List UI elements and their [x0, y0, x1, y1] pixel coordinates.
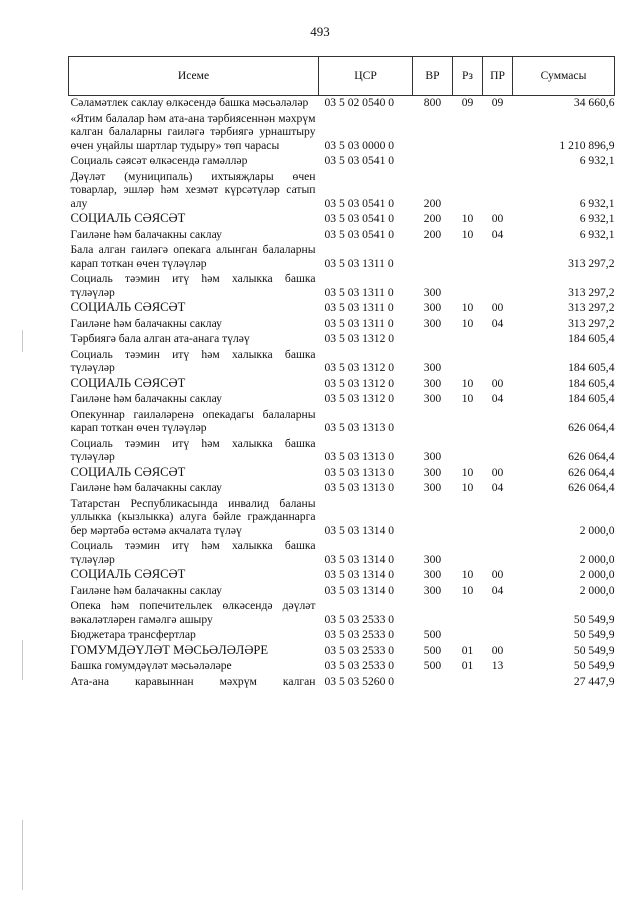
cell-sum: 626 064,4	[568, 465, 615, 479]
cell-rz	[453, 348, 483, 377]
header-sum: Суммасы	[513, 57, 615, 96]
cell-sum: 6 932,1	[579, 212, 615, 225]
cell-name: Бюджетара трансфертлар	[70, 628, 196, 641]
cell-vr	[413, 332, 453, 348]
cell-csr: 03 5 03 1314 0	[324, 552, 395, 566]
cell-csr: 03 5 02 0540 0	[324, 96, 395, 109]
cell-vr: 500	[423, 659, 442, 672]
cell-sum: 2 000,0	[579, 583, 615, 597]
cell-vr: 300	[423, 301, 442, 314]
cell-rz: 10	[461, 392, 474, 405]
cell-pr	[483, 348, 513, 377]
cell-rz	[453, 675, 483, 691]
cell-csr: 03 5 03 1313 0	[324, 481, 395, 494]
cell-name: ГОМУМДӘҮЛӘТ МӘСЬӘЛӘЛӘРЕ	[70, 642, 269, 657]
cell-name: Тәрбиягә бала алган ата-анага түләү	[70, 332, 250, 345]
cell-rz: 01	[461, 643, 474, 657]
table-row	[69, 644, 615, 660]
cell-name: Башка гомумдәүләт мәсьәләләре	[70, 659, 232, 672]
cell-name: Татарстан Республикасында инвалид баланы уллыкка (кызлыкка) алуга бәйле гражданнарга бер мәртәбә өстәмә акчалата түләү	[70, 496, 316, 537]
cell-sum: 2 000,0	[579, 552, 615, 566]
cell-name: «Ятим балалар һәм ата-ана тәрбиясеннән мәхрүм калган балаларны гаиләгә тәрбиягә урнаштыру өчен уңайлы шартлар тудыру» төп чарасы	[70, 111, 316, 152]
cell-csr: 03 5 03 1314 0	[324, 523, 395, 537]
cell-name: Социаль сәясәт өлкәсендә гамәлләр	[70, 154, 248, 167]
table-row	[69, 437, 615, 466]
table-row	[69, 408, 615, 437]
cell-sum: 626 064,4	[568, 421, 615, 434]
cell-name: Сәламәтлек саклау өлкәсендә башка мәсьәләләр	[70, 96, 309, 109]
cell-pr	[483, 408, 513, 437]
cell-sum: 6 932,1	[579, 227, 615, 241]
table-row	[69, 112, 615, 155]
cell-sum: 313 297,2	[568, 256, 615, 270]
table-header	[69, 57, 615, 96]
cell-vr: 300	[423, 316, 442, 330]
cell-rz: 10	[461, 301, 474, 314]
cell-vr: 300	[423, 361, 442, 374]
cell-pr: 04	[491, 227, 504, 241]
cell-sum: 2 000,0	[579, 523, 615, 537]
cell-csr: 03 5 03 1313 0	[324, 465, 395, 479]
cell-rz: 10	[461, 376, 474, 390]
table-row	[69, 317, 615, 333]
cell-sum: 27 447,9	[573, 674, 615, 688]
cell-pr	[483, 112, 513, 155]
cell-vr: 300	[423, 376, 442, 390]
table-row	[69, 301, 615, 317]
cell-vr	[413, 243, 453, 272]
header-name: Исеме	[69, 57, 319, 96]
cell-rz: 09	[461, 96, 474, 109]
cell-csr: 03 5 03 1314 0	[324, 583, 395, 597]
cell-name: Гаиләне һәм балачакны саклау	[70, 392, 222, 405]
cell-csr: 03 5 03 0541 0	[324, 212, 395, 225]
cell-pr: 04	[491, 316, 504, 330]
table-row	[69, 466, 615, 482]
table-row	[69, 675, 615, 691]
cell-name: Гаиләне һәм балачакны саклау	[70, 583, 222, 597]
cell-name: СОЦИАЛЬ СӘЯСӘТ	[70, 300, 186, 314]
cell-sum: 313 297,2	[568, 301, 615, 314]
cell-vr	[413, 154, 453, 170]
cell-rz: 10	[461, 465, 474, 479]
cell-sum: 184 605,4	[568, 361, 615, 374]
header-csr: ЦСР	[319, 57, 413, 96]
cell-vr: 300	[423, 583, 442, 597]
table-row	[69, 212, 615, 228]
cell-vr: 200	[423, 227, 442, 241]
table-row	[69, 659, 615, 675]
table-row	[69, 584, 615, 600]
cell-sum: 1 210 896,9	[559, 138, 615, 152]
cell-name: Ата-ана каравыннан мәхрүм калган	[70, 674, 316, 688]
cell-vr: 300	[423, 392, 442, 405]
cell-sum: 50 549,9	[573, 643, 615, 657]
cell-rz: 10	[461, 568, 474, 581]
table-row	[69, 539, 615, 568]
table-row	[69, 377, 615, 393]
cell-pr	[483, 332, 513, 348]
cell-csr: 03 5 03 1312 0	[324, 361, 395, 374]
cell-csr: 03 5 03 0541 0	[324, 196, 395, 210]
cell-pr: 04	[491, 392, 504, 405]
cell-vr: 200	[423, 212, 442, 225]
cell-sum: 50 549,9	[573, 628, 615, 641]
cell-pr: 00	[491, 376, 504, 390]
cell-name: Гаиләне һәм балачакны саклау	[70, 481, 222, 494]
cell-pr	[483, 170, 513, 213]
budget-table	[68, 56, 615, 690]
cell-vr: 300	[423, 552, 442, 566]
cell-vr: 200	[423, 196, 442, 210]
cell-vr	[413, 675, 453, 691]
cell-rz	[453, 408, 483, 437]
cell-rz	[453, 154, 483, 170]
cell-sum: 50 549,9	[573, 659, 615, 672]
cell-pr	[483, 497, 513, 540]
cell-csr: 03 5 03 2533 0	[324, 659, 395, 672]
cell-rz	[453, 497, 483, 540]
cell-csr: 03 5 03 1313 0	[324, 421, 395, 434]
cell-pr	[483, 272, 513, 301]
cell-sum: 313 297,2	[568, 316, 615, 330]
table-row	[69, 170, 615, 213]
cell-pr: 00	[491, 465, 504, 479]
cell-csr: 03 5 03 0000 0	[324, 138, 395, 152]
header-rz: Рз	[453, 57, 483, 96]
header-pr: ПР	[483, 57, 513, 96]
cell-sum: 626 064,4	[568, 481, 615, 494]
cell-pr	[483, 243, 513, 272]
cell-pr: 09	[491, 96, 504, 109]
cell-vr: 500	[423, 628, 442, 641]
cell-name: СОЦИАЛЬ СӘЯСӘТ	[70, 375, 186, 390]
table-row	[69, 154, 615, 170]
cell-pr: 00	[491, 568, 504, 581]
cell-pr	[483, 599, 513, 628]
table-row	[69, 243, 615, 272]
cell-pr: 04	[491, 583, 504, 597]
cell-sum: 184 605,4	[568, 332, 615, 345]
table-row	[69, 96, 615, 112]
cell-sum: 184 605,4	[568, 376, 615, 390]
cell-sum: 184 605,4	[568, 392, 615, 405]
cell-csr: 03 5 03 5260 0	[324, 674, 395, 688]
cell-csr: 03 5 03 1314 0	[324, 568, 395, 581]
cell-pr	[483, 154, 513, 170]
cell-name: Гаиләне һәм балачакны саклау	[70, 316, 222, 330]
cell-vr: 300	[423, 481, 442, 494]
cell-pr: 04	[491, 481, 504, 494]
cell-sum: 50 549,9	[573, 612, 615, 626]
cell-name: Социаль тәэмин итү һәм халыкка башка түләүләр	[70, 539, 316, 566]
cell-vr: 300	[423, 568, 442, 581]
table-row	[69, 497, 615, 540]
cell-csr: 03 5 03 1311 0	[324, 301, 394, 314]
cell-csr: 03 5 03 1311 0	[324, 316, 394, 330]
cell-vr	[413, 599, 453, 628]
page-number: 493	[310, 24, 330, 39]
cell-vr: 300	[423, 465, 442, 479]
cell-csr: 03 5 03 2533 0	[324, 612, 395, 626]
cell-csr: 03 5 03 1312 0	[324, 392, 395, 405]
cell-sum: 34 660,6	[573, 96, 615, 109]
cell-name: Социаль тәэмин итү һәм халыкка башка түләүләр	[70, 272, 316, 299]
cell-csr: 03 5 03 0541 0	[324, 227, 395, 241]
cell-rz: 10	[461, 583, 474, 597]
table-row	[69, 228, 615, 244]
cell-pr: 00	[491, 301, 504, 314]
cell-vr	[413, 408, 453, 437]
cell-vr	[413, 497, 453, 540]
cell-rz: 10	[461, 227, 474, 241]
cell-csr: 03 5 03 2533 0	[324, 628, 395, 641]
cell-rz	[453, 243, 483, 272]
cell-rz: 10	[461, 212, 474, 225]
cell-name: Дәүләт (муниципаль) ихтыяҗлары өчен товарлар, эшләр һәм хезмәт күрсәтүләр сатып алу	[70, 169, 316, 210]
cell-name: Гаиләне һәм балачакны саклау	[70, 227, 222, 241]
table-row	[69, 628, 615, 644]
cell-vr: 800	[423, 96, 442, 109]
cell-csr: 03 5 03 1311 0	[324, 285, 394, 299]
cell-csr: 03 5 03 1311 0	[324, 256, 394, 270]
cell-name: Опека һәм попечительлек өлкәсендә дәүләт вәкаләтләрен гамәлгә ашыру	[70, 599, 316, 626]
table-body	[69, 96, 615, 691]
cell-sum: 6 932,1	[579, 154, 615, 167]
cell-name: Бала алган гаиләгә опекага алынган балаларны карап тоткан өчен түләүләр	[70, 243, 316, 270]
cell-pr: 00	[491, 212, 504, 225]
cell-csr: 03 5 03 1312 0	[324, 332, 395, 345]
cell-name: СОЦИАЛЬ СӘЯСӘТ	[70, 567, 186, 581]
cell-pr: 00	[491, 643, 504, 657]
cell-name: СОЦИАЛЬ СӘЯСӘТ	[70, 464, 186, 479]
cell-rz: 10	[461, 481, 474, 494]
table-row	[69, 599, 615, 628]
table-row	[69, 272, 615, 301]
header-vr: ВР	[413, 57, 453, 96]
cell-rz	[453, 437, 483, 466]
cell-vr: 500	[423, 643, 442, 657]
cell-rz: 01	[461, 659, 474, 672]
cell-rz	[453, 272, 483, 301]
cell-name: Социаль тәэмин итү һәм халыкка башка түләүләр	[70, 436, 316, 463]
cell-sum: 626 064,4	[568, 450, 615, 463]
cell-vr: 300	[423, 450, 442, 463]
cell-csr: 03 5 03 1312 0	[324, 376, 395, 390]
table-row	[69, 332, 615, 348]
cell-csr: 03 5 03 2533 0	[324, 643, 395, 657]
cell-rz	[453, 332, 483, 348]
cell-pr	[483, 675, 513, 691]
table-row	[69, 568, 615, 584]
cell-name: Опекуннар гаиләләренә опекадагы балаларны карап тоткан өчен түләүләр	[70, 407, 316, 434]
cell-rz	[453, 170, 483, 213]
cell-sum: 313 297,2	[568, 285, 615, 299]
scan-margin-marks	[22, 0, 26, 905]
cell-sum: 6 932,1	[579, 196, 615, 210]
cell-vr	[413, 112, 453, 155]
cell-rz	[453, 539, 483, 568]
cell-pr	[483, 437, 513, 466]
cell-pr	[483, 539, 513, 568]
cell-rz: 10	[461, 316, 474, 330]
table-row	[69, 348, 615, 377]
cell-vr: 300	[423, 285, 442, 299]
table-row	[69, 392, 615, 408]
cell-rz	[453, 112, 483, 155]
cell-rz	[453, 628, 483, 644]
cell-pr	[483, 628, 513, 644]
table-row	[69, 481, 615, 497]
cell-pr: 13	[491, 659, 504, 672]
cell-name: Социаль тәэмин итү һәм халыкка башка түләүләр	[70, 347, 316, 374]
cell-rz	[453, 599, 483, 628]
cell-csr: 03 5 03 1313 0	[324, 450, 395, 463]
cell-csr: 03 5 03 0541 0	[324, 154, 395, 167]
cell-sum: 2 000,0	[579, 568, 615, 581]
cell-name: СОЦИАЛЬ СӘЯСӘТ	[70, 211, 186, 225]
